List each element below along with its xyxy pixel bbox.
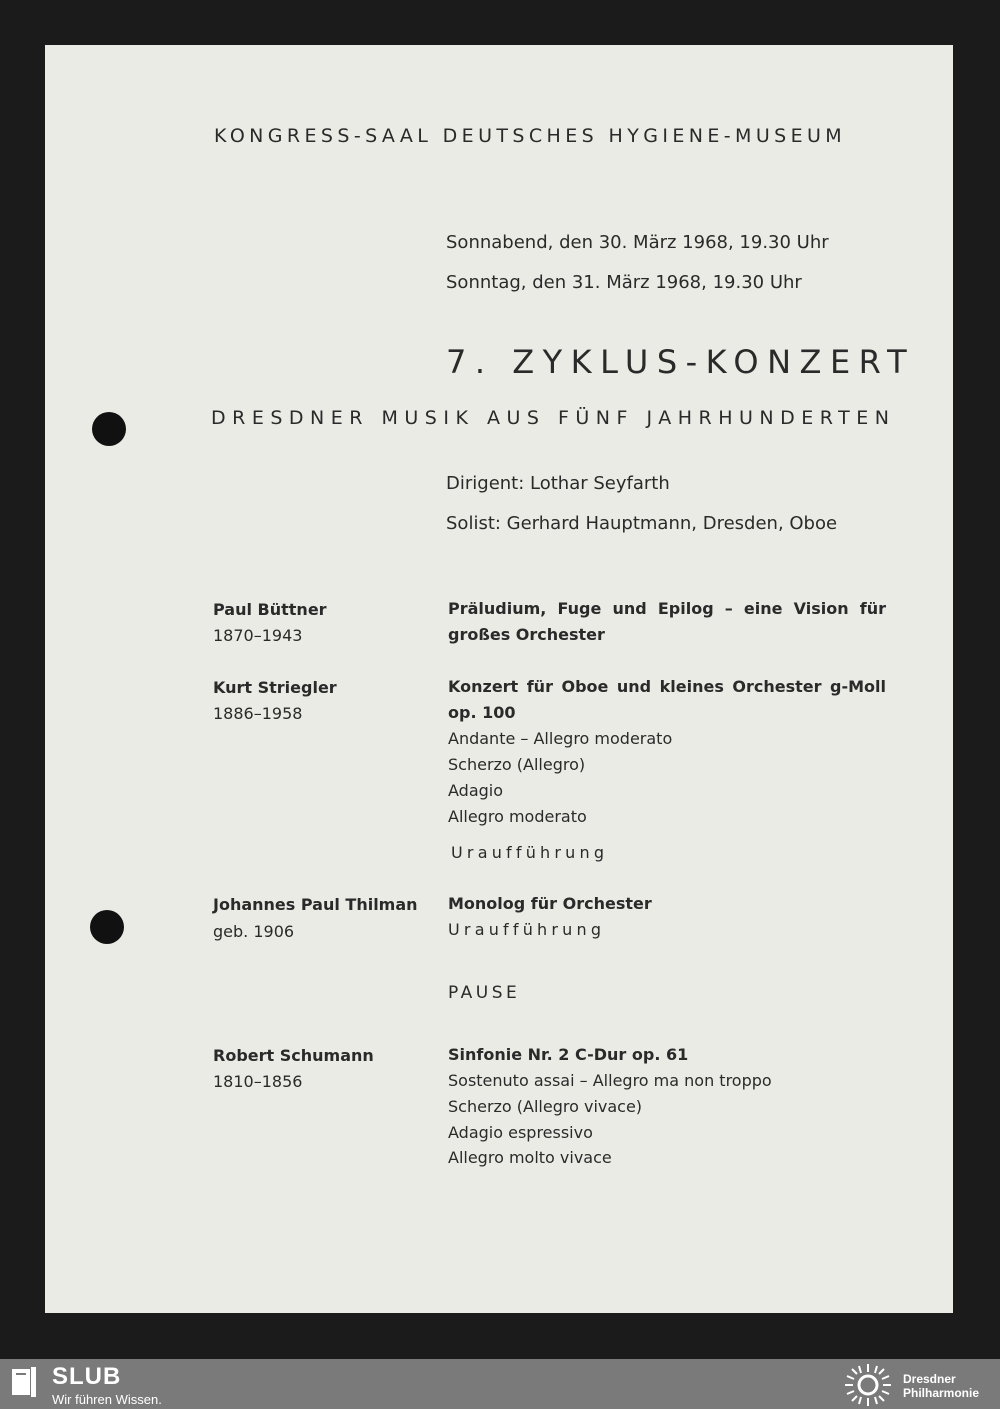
venue-heading: KONGRESS-SAAL DEUTSCHES HYGIENE-MUSEUM <box>214 125 847 147</box>
composer-years: 1810–1856 <box>213 1072 303 1091</box>
composer-years: 1886–1958 <box>213 704 303 723</box>
composer-name: Johannes Paul Thilman <box>213 895 418 914</box>
philharmonie-logo-icon <box>842 1362 894 1408</box>
movement: Sostenuto assai – Allegro ma non troppo <box>448 1071 772 1090</box>
date-line-1: Sonnabend, den 30. März 1968, 19.30 Uhr <box>446 232 829 253</box>
slub-logo-icon <box>12 1367 36 1397</box>
philharmonie-name-line-2: Philharmonie <box>903 1386 980 1400</box>
movement: Allegro molto vivace <box>448 1148 612 1167</box>
composer-name: Paul Büttner <box>213 600 327 619</box>
intermission-label: PAUSE <box>448 983 521 1003</box>
composer-name: Kurt Striegler <box>213 678 337 697</box>
philharmonie-brand[interactable] <box>903 1372 979 1400</box>
work-title: Konzert für Oboe und kleines Orchester g-Moll <box>448 677 886 696</box>
work-title: Sinfonie Nr. 2 C-Dur op. 61 <box>448 1045 689 1064</box>
premiere-note: Uraufführung <box>451 843 609 862</box>
conductor-line: Dirigent: Lothar Seyfarth <box>446 473 670 494</box>
concert-title: 7. ZYKLUS-KONZERT <box>446 343 916 381</box>
date-line-2: Sonntag, den 31. März 1968, 19.30 Uhr <box>446 272 802 293</box>
work-title-continued: op. 100 <box>448 703 516 722</box>
concert-subtitle: DRESDNER MUSIK AUS FÜNF JAHRHUNDERTEN <box>211 407 896 429</box>
composer-name: Robert Schumann <box>213 1046 374 1065</box>
work-title: Monolog für Orchester <box>448 894 652 913</box>
philharmonie-name-line-1: Dresdner <box>903 1372 956 1386</box>
movement: Adagio espressivo <box>448 1123 593 1142</box>
movement: Adagio <box>448 781 504 800</box>
movement: Andante – Allegro moderato <box>448 729 673 748</box>
movement: Allegro moderato <box>448 807 587 826</box>
composer-years: geb. 1906 <box>213 922 295 941</box>
slub-tagline: Wir führen Wissen. <box>52 1392 162 1407</box>
premiere-note: Uraufführung <box>448 920 606 939</box>
work-title: Präludium, Fuge und Epilog – eine Vision für <box>448 599 886 618</box>
soloist-line: Solist: Gerhard Hauptmann, Dresden, Oboe <box>446 513 838 534</box>
composer-years: 1870–1943 <box>213 626 303 645</box>
work-title-continued: großes Orchester <box>448 625 605 644</box>
slub-brand[interactable]: SLUB <box>52 1363 122 1390</box>
program-sheet <box>45 45 953 1313</box>
punch-hole-bottom <box>90 910 124 944</box>
movement: Scherzo (Allegro) <box>448 755 586 774</box>
punch-hole-top <box>92 412 126 446</box>
footer-bar <box>0 1359 1000 1409</box>
movement: Scherzo (Allegro vivace) <box>448 1097 643 1116</box>
